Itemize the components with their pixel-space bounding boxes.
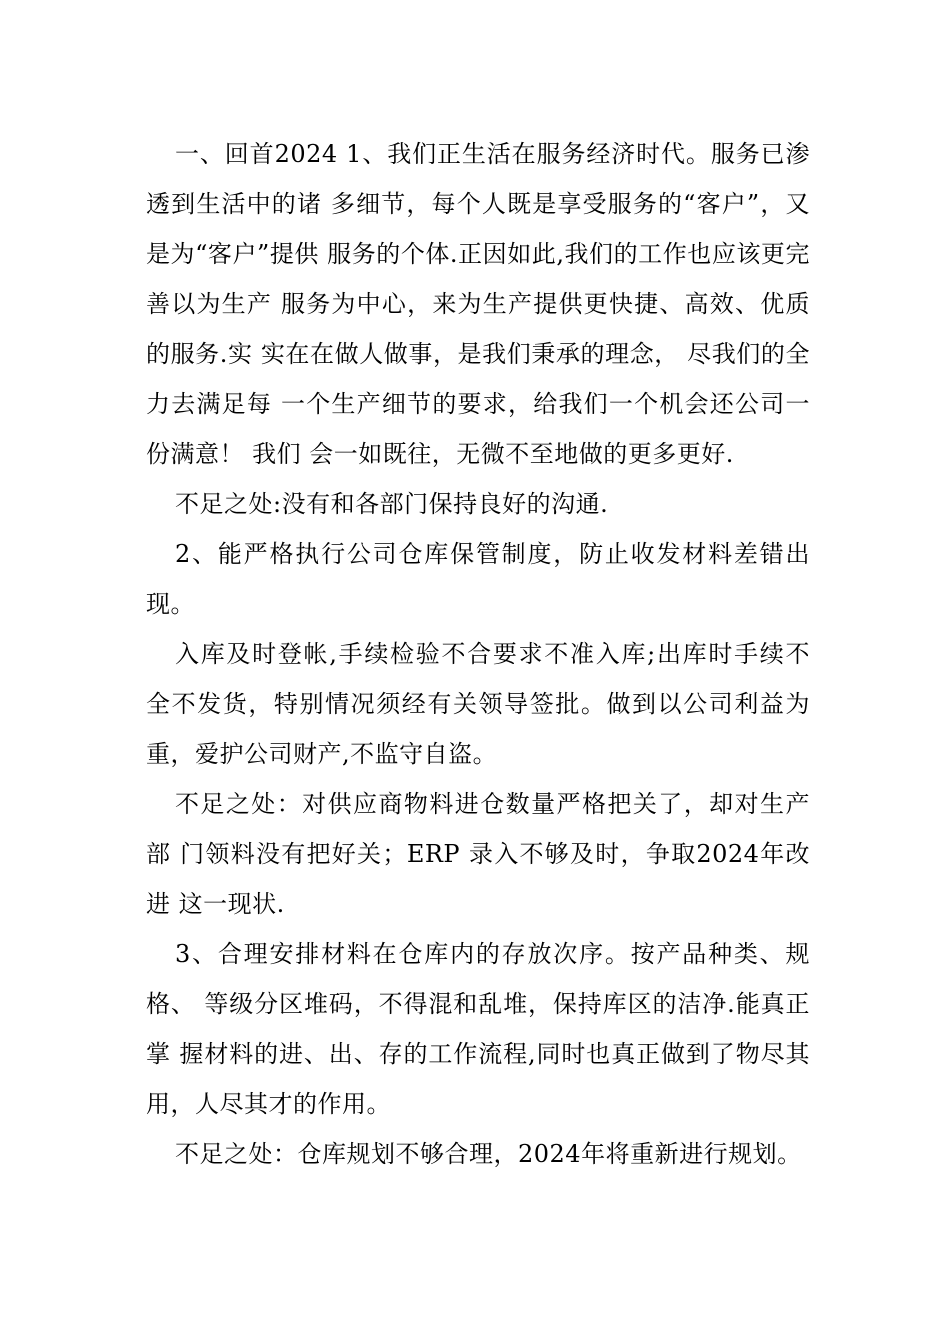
paragraph-warehouse-rules: 2、能严格执行公司仓库保管制度，防止收发材料差错出现。 <box>146 540 810 618</box>
document-body <box>146 129 819 1179</box>
paragraph-storage-order: 3、合理安排材料在仓库内的存放次序。按产品种类、规格、 等级分区堆码，不得混和乱堆，保持库区的洁净.能真正掌 握材料的进、出、存的工作流程,同时也真正做到了物尽其 用，人尽其才的作用。 <box>146 940 819 1118</box>
paragraph-inbound-outbound: 入库及时登帐,手续检验不合要求不准入库;出库时手续不 全不发货，特别情况须经有关领导签批。做到以公司利益为 重，爱护公司财产,不监守自盗。 <box>146 640 819 768</box>
paragraph-shortcoming-materials: 不足之处：对供应商物料进仓数量严格把关了，却对生产部 门领料没有把好关；ERP 录入不够及时，争取2024年改进 这一现状. <box>146 790 810 918</box>
paragraph-shortcoming-planning: 不足之处：仓库规划不够合理，2024年将重新进行规划。 <box>175 1140 802 1168</box>
paragraph-shortcoming-communication: 不足之处:没有和各部门保持良好的沟通. <box>175 490 609 518</box>
paragraph-review-service: 一、回首2024 1、我们正生活在服务经济时代。服务已渗透到生活中的诸 多细节，每个人既是享受服务的“客户”，又是为“客户”提供 服务的个体.正因如此,我们的工作也应该更完善以为生产 服务为中心，来为生产提供更快捷、高效、优质的服务.实 实在在做人做事，是我们秉承的理念， 尽我们的全力去满足每 一个生产细节的要求，给我们一个机会还公司一份满意！ 我们 会一如既往，无微不至地做的更多更好. <box>146 140 810 468</box>
